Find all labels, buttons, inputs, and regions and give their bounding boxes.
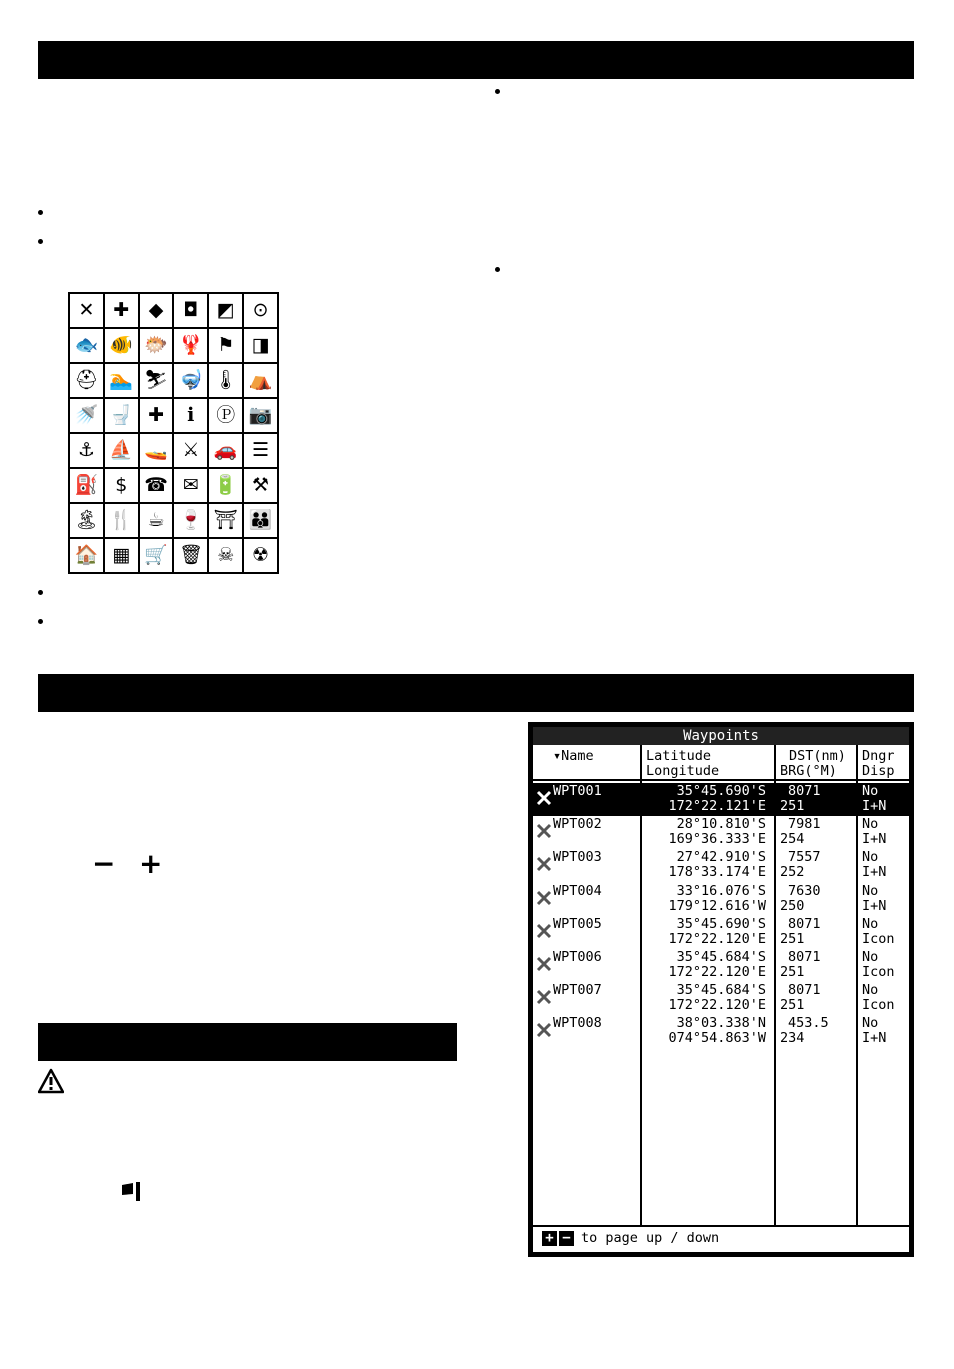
column-header-name[interactable]: ▾Name xyxy=(553,748,594,764)
waypoint-display: Icon xyxy=(862,997,895,1014)
minus-key-icon: − xyxy=(92,847,116,880)
waypoint-distance: 8071 xyxy=(788,783,821,799)
waypoint-symbol-icon[interactable]: ✉ xyxy=(174,469,207,502)
waypoint-name: WPT002 xyxy=(553,816,602,833)
column-header-danger[interactable]: Dngr xyxy=(862,748,895,764)
waypoint-symbol-icon[interactable]: ⛷ xyxy=(140,364,173,397)
waypoint-bearing: 251 xyxy=(780,930,805,947)
waypoint-symbol-icon[interactable]: ☢ xyxy=(244,539,277,572)
waypoint-cross-icon xyxy=(536,989,552,1005)
waypoint-longitude: 172°22.121'E xyxy=(668,798,766,814)
waypoint-danger: No xyxy=(862,783,879,799)
waypoint-danger: No xyxy=(862,849,879,866)
waypoint-display: I+N xyxy=(862,798,887,814)
waypoint-symbol-icon[interactable]: ☠ xyxy=(209,539,242,572)
waypoint-symbol-icon[interactable]: ◨ xyxy=(244,329,277,362)
column-header-longitude[interactable]: Longitude xyxy=(646,763,720,779)
waypoint-danger: No xyxy=(862,1015,879,1032)
waypoint-symbol-icon[interactable]: 🚗 xyxy=(209,434,242,467)
waypoint-longitude: 172°22.120'E xyxy=(668,930,766,947)
bullet xyxy=(38,590,43,595)
bullet xyxy=(38,619,43,624)
waypoint-symbol-icon[interactable]: ✚ xyxy=(105,294,138,327)
waypoint-row[interactable] xyxy=(533,916,909,949)
page-up-key-icon: + xyxy=(542,1231,557,1246)
waypoint-row[interactable] xyxy=(533,849,909,882)
waypoint-symbol-icon[interactable]: 🐠 xyxy=(105,329,138,362)
waypoint-distance: 7981 xyxy=(788,816,821,833)
waypoint-danger: No xyxy=(862,949,879,965)
waypoints-lcd-screen xyxy=(528,722,914,1257)
waypoint-distance: 8071 xyxy=(788,949,821,965)
plus-key-icon: + xyxy=(139,847,163,880)
waypoint-icon-grid xyxy=(68,292,279,574)
waypoint-symbol-icon[interactable]: 🦞 xyxy=(174,329,207,362)
waypoint-display: I+N xyxy=(862,831,887,848)
waypoint-symbol-icon[interactable]: 📷 xyxy=(244,399,277,432)
waypoint-latitude: 35°45.684'S xyxy=(676,982,766,999)
waypoint-danger: No xyxy=(862,816,879,833)
waypoint-bearing: 252 xyxy=(780,864,805,881)
waypoint-symbol-icon[interactable]: ✚ xyxy=(140,399,173,432)
waypoint-latitude: 38°03.338'N xyxy=(676,1015,766,1032)
waypoint-danger: No xyxy=(862,982,879,999)
waypoint-symbol-icon[interactable]: 🏊 xyxy=(105,364,138,397)
waypoint-symbol-icon[interactable]: 🐡 xyxy=(140,329,173,362)
waypoint-name: WPT003 xyxy=(553,849,602,866)
waypoint-longitude: 074°54.863'W xyxy=(668,1030,766,1047)
waypoint-latitude: 28°10.810'S xyxy=(676,816,766,833)
waypoint-distance: 8071 xyxy=(788,915,821,932)
waypoint-symbol-icon[interactable]: 🚤 xyxy=(140,434,173,467)
waypoint-row[interactable] xyxy=(533,883,909,916)
waypoint-bearing: 251 xyxy=(780,798,805,814)
waypoint-cross-icon xyxy=(536,823,552,839)
waypoint-symbol-icon[interactable]: ℹ xyxy=(174,399,207,432)
waypoint-symbol-icon[interactable]: 🔋 xyxy=(209,469,242,502)
bullet xyxy=(495,267,500,272)
waypoint-cross-icon xyxy=(536,890,552,906)
waypoint-symbol-icon[interactable]: 🌡 xyxy=(209,364,242,397)
section-header-bar-1 xyxy=(38,41,914,79)
waypoint-symbol-icon[interactable]: ⚔ xyxy=(174,434,207,467)
waypoint-symbol-icon[interactable]: ▦ xyxy=(105,539,138,572)
waypoint-cross-icon xyxy=(536,923,552,939)
waypoint-symbol-icon[interactable]: ☕ xyxy=(140,504,173,537)
waypoint-bearing: 250 xyxy=(780,897,805,914)
waypoint-symbol-icon[interactable]: ⚒ xyxy=(244,469,277,502)
waypoint-symbol-icon[interactable]: 🐟 xyxy=(70,329,103,362)
waypoint-longitude: 172°22.120'E xyxy=(668,997,766,1014)
waypoint-symbol-icon[interactable]: ◆ xyxy=(140,294,173,327)
waypoint-display: I+N xyxy=(862,1030,887,1047)
lcd-title: Waypoints xyxy=(533,727,909,745)
waypoint-symbol-icon[interactable]: 🚽 xyxy=(105,399,138,432)
waypoint-latitude: 27°42.910'S xyxy=(676,849,766,866)
waypoint-display: Icon xyxy=(862,964,895,980)
waypoint-name: WPT008 xyxy=(553,1015,602,1032)
waypoint-symbol-icon[interactable]: ☰ xyxy=(244,434,277,467)
column-header-display[interactable]: Disp xyxy=(862,763,895,779)
waypoint-flag-icon xyxy=(120,1180,142,1202)
waypoint-bearing: 251 xyxy=(780,997,805,1014)
waypoint-symbol-icon[interactable]: 👪 xyxy=(244,504,277,537)
waypoint-symbol-icon[interactable]: 🚿 xyxy=(70,399,103,432)
waypoint-longitude: 178°33.174'E xyxy=(668,864,766,881)
section-header-bar-2 xyxy=(38,674,914,712)
waypoint-symbol-icon[interactable]: ⛽ xyxy=(70,469,103,502)
waypoints-list xyxy=(533,727,909,1252)
waypoint-symbol-icon[interactable]: ⚑ xyxy=(209,329,242,362)
column-header-latitude[interactable]: Latitude xyxy=(646,748,712,764)
waypoint-symbol-icon[interactable]: ⛑ xyxy=(70,364,103,397)
waypoint-danger: No xyxy=(862,882,879,899)
waypoint-row[interactable] xyxy=(533,783,909,816)
waypoint-distance: 8071 xyxy=(788,982,821,999)
waypoint-latitude: 35°45.690'S xyxy=(676,783,766,799)
waypoint-symbol-icon[interactable]: ◩ xyxy=(209,294,242,327)
waypoint-symbol-icon[interactable]: $ xyxy=(105,469,138,502)
header-divider xyxy=(533,779,909,781)
waypoint-symbol-icon[interactable]: 🛒 xyxy=(140,539,173,572)
page-down-key-icon: − xyxy=(559,1231,574,1246)
waypoint-symbol-icon[interactable]: ◘ xyxy=(174,294,207,327)
footer-hint: to page up / down xyxy=(581,1230,720,1246)
waypoint-display: Icon xyxy=(862,930,895,947)
waypoint-distance: 7630 xyxy=(788,882,821,899)
waypoint-name: WPT001 xyxy=(553,783,602,799)
waypoint-symbol-icon[interactable]: ⚓ xyxy=(70,434,103,467)
waypoint-symbol-icon[interactable]: 🍷 xyxy=(174,504,207,537)
waypoint-row[interactable] xyxy=(533,982,909,1015)
waypoint-cross-icon xyxy=(536,856,552,872)
waypoint-symbol-icon[interactable]: ⛵ xyxy=(105,434,138,467)
waypoint-bearing: 251 xyxy=(780,964,805,980)
waypoint-symbol-icon[interactable]: ⛺ xyxy=(244,364,277,397)
waypoint-symbol-icon[interactable]: ☎ xyxy=(140,469,173,502)
waypoint-longitude: 179°12.616'W xyxy=(668,897,766,914)
waypoint-name: WPT005 xyxy=(553,915,602,932)
waypoint-symbol-icon[interactable]: ⛩ xyxy=(209,504,242,537)
waypoint-latitude: 35°45.684'S xyxy=(676,949,766,965)
waypoint-row[interactable] xyxy=(533,949,909,982)
bullet xyxy=(38,239,43,244)
subsection-header-bar xyxy=(38,1023,457,1061)
waypoint-row[interactable] xyxy=(533,816,909,849)
waypoint-danger: No xyxy=(862,915,879,932)
waypoint-bearing: 234 xyxy=(780,1030,805,1047)
waypoint-name: WPT007 xyxy=(553,982,602,999)
waypoint-symbol-icon[interactable]: 🤿 xyxy=(174,364,207,397)
waypoint-bearing: 254 xyxy=(780,831,805,848)
waypoint-cross-icon xyxy=(536,790,552,806)
waypoint-longitude: 169°36.333'E xyxy=(668,831,766,848)
column-header-distance[interactable]: DST(nm) xyxy=(789,748,846,764)
lcd-footer xyxy=(533,1227,909,1252)
waypoint-symbol-icon[interactable]: ✕ xyxy=(70,294,103,327)
waypoint-distance: 7557 xyxy=(788,849,821,866)
waypoint-display: I+N xyxy=(862,864,887,881)
bullet xyxy=(495,89,500,94)
waypoint-latitude: 35°45.690'S xyxy=(676,915,766,932)
waypoint-row[interactable] xyxy=(533,1015,909,1048)
waypoint-symbol-icon[interactable]: 🍴 xyxy=(105,504,138,537)
bullet xyxy=(38,210,43,215)
waypoint-cross-icon xyxy=(536,956,552,972)
column-header-bearing[interactable]: BRG(°M) xyxy=(780,763,837,779)
waypoint-display: I+N xyxy=(862,897,887,914)
waypoint-symbol-icon[interactable]: Ⓟ xyxy=(209,399,242,432)
waypoint-symbol-icon[interactable]: 🗑 xyxy=(174,539,207,572)
waypoint-name: WPT004 xyxy=(553,882,602,899)
waypoint-name: WPT006 xyxy=(553,949,602,965)
waypoint-cross-icon xyxy=(536,1022,552,1038)
waypoint-longitude: 172°22.120'E xyxy=(668,964,766,980)
waypoint-symbol-icon[interactable]: ⊙ xyxy=(244,294,277,327)
waypoint-symbol-icon[interactable]: 🏠 xyxy=(70,539,103,572)
waypoint-latitude: 33°16.076'S xyxy=(676,882,766,899)
warning-icon xyxy=(38,1068,64,1094)
waypoint-symbol-icon[interactable]: 🏝 xyxy=(70,504,103,537)
waypoint-distance: 453.5 xyxy=(788,1015,829,1032)
